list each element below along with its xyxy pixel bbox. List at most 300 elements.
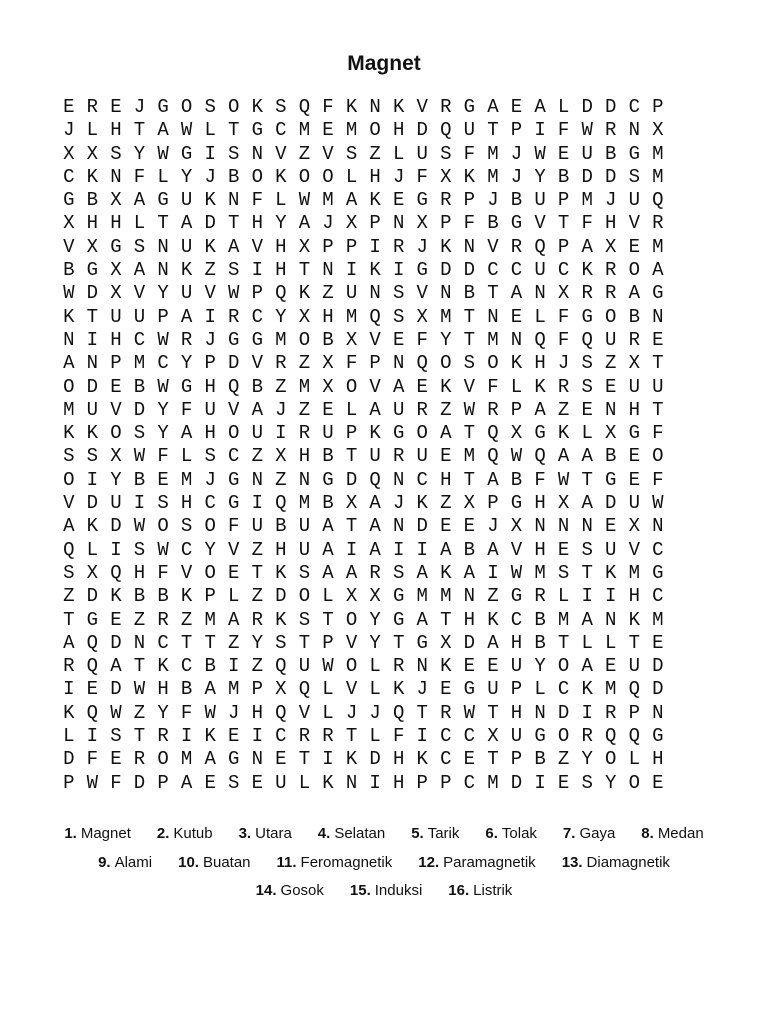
letter-cell[interactable]: J: [392, 492, 405, 515]
letter-cell[interactable]: M: [180, 748, 193, 771]
letter-cell[interactable]: R: [392, 655, 405, 678]
letter-cell[interactable]: E: [605, 515, 617, 538]
letter-cell[interactable]: E: [86, 678, 99, 701]
letter-cell[interactable]: T: [298, 259, 311, 282]
letter-cell[interactable]: J: [275, 398, 287, 421]
letter-cell[interactable]: P: [345, 235, 358, 258]
letter-cell[interactable]: A: [322, 515, 334, 538]
letter-cell[interactable]: V: [345, 631, 358, 654]
letter-cell[interactable]: X: [628, 352, 640, 375]
letter-cell[interactable]: U: [628, 189, 640, 212]
letter-cell[interactable]: S: [463, 352, 476, 375]
letter-cell[interactable]: O: [487, 352, 499, 375]
letter-cell[interactable]: V: [534, 212, 546, 235]
letter-cell[interactable]: E: [605, 375, 617, 398]
letter-cell[interactable]: A: [180, 212, 193, 235]
letter-cell[interactable]: A: [180, 771, 193, 794]
letter-cell[interactable]: H: [628, 398, 640, 421]
letter-cell[interactable]: B: [534, 748, 546, 771]
letter-cell[interactable]: M: [440, 585, 452, 608]
letter-cell[interactable]: V: [628, 538, 640, 561]
letter-cell[interactable]: R: [581, 282, 593, 305]
letter-cell[interactable]: W: [110, 701, 122, 724]
letter-cell[interactable]: S: [581, 375, 593, 398]
letter-cell[interactable]: J: [416, 235, 428, 258]
letter-cell[interactable]: V: [228, 398, 240, 421]
letter-cell[interactable]: W: [157, 375, 169, 398]
letter-cell[interactable]: A: [652, 259, 664, 282]
letter-cell[interactable]: K: [581, 259, 593, 282]
letter-cell[interactable]: X: [110, 445, 122, 468]
letter-cell[interactable]: D: [204, 212, 216, 235]
letter-cell[interactable]: U: [628, 492, 640, 515]
letter-cell[interactable]: K: [440, 375, 452, 398]
letter-cell[interactable]: K: [63, 701, 75, 724]
letter-cell[interactable]: K: [369, 422, 381, 445]
letter-cell[interactable]: P: [322, 631, 334, 654]
letter-cell[interactable]: M: [487, 328, 499, 351]
letter-cell[interactable]: S: [63, 561, 75, 584]
letter-cell[interactable]: T: [133, 119, 146, 142]
letter-cell[interactable]: H: [110, 212, 122, 235]
letter-cell[interactable]: K: [63, 422, 75, 445]
letter-cell[interactable]: X: [345, 492, 358, 515]
letter-cell[interactable]: G: [392, 422, 405, 445]
letter-cell[interactable]: E: [110, 608, 122, 631]
letter-cell[interactable]: P: [440, 771, 452, 794]
letter-cell[interactable]: N: [534, 701, 546, 724]
letter-cell[interactable]: R: [440, 701, 452, 724]
letter-cell[interactable]: R: [392, 445, 405, 468]
letter-cell[interactable]: D: [275, 585, 287, 608]
letter-cell[interactable]: R: [86, 96, 99, 118]
letter-cell[interactable]: T: [322, 608, 334, 631]
letter-cell[interactable]: S: [581, 771, 593, 794]
letter-cell[interactable]: J: [487, 189, 499, 212]
letter-cell[interactable]: F: [133, 165, 146, 188]
letter-cell[interactable]: F: [463, 212, 476, 235]
letter-cell[interactable]: N: [251, 142, 263, 165]
letter-cell[interactable]: B: [322, 445, 334, 468]
letter-cell[interactable]: X: [63, 212, 75, 235]
letter-cell[interactable]: W: [157, 142, 169, 165]
letter-cell[interactable]: G: [628, 422, 640, 445]
letter-cell[interactable]: R: [298, 422, 311, 445]
letter-cell[interactable]: G: [416, 189, 428, 212]
letter-cell[interactable]: E: [440, 515, 452, 538]
letter-cell[interactable]: H: [275, 259, 287, 282]
letter-cell[interactable]: R: [510, 235, 523, 258]
letter-cell[interactable]: N: [392, 515, 405, 538]
letter-cell[interactable]: F: [180, 398, 193, 421]
letter-cell[interactable]: P: [652, 96, 664, 118]
letter-cell[interactable]: R: [180, 328, 193, 351]
letter-cell[interactable]: G: [228, 492, 240, 515]
letter-cell[interactable]: S: [228, 259, 240, 282]
letter-cell[interactable]: X: [86, 235, 99, 258]
letter-cell[interactable]: D: [228, 352, 240, 375]
letter-cell[interactable]: C: [557, 678, 570, 701]
letter-cell[interactable]: H: [628, 585, 640, 608]
letter-cell[interactable]: L: [581, 631, 593, 654]
letter-cell[interactable]: I: [110, 538, 122, 561]
letter-cell[interactable]: E: [251, 771, 263, 794]
letter-cell[interactable]: M: [557, 608, 570, 631]
letter-cell[interactable]: J: [204, 468, 216, 491]
letter-cell[interactable]: V: [228, 538, 240, 561]
letter-cell[interactable]: L: [157, 165, 169, 188]
letter-cell[interactable]: E: [628, 468, 640, 491]
letter-cell[interactable]: G: [157, 189, 169, 212]
letter-cell[interactable]: X: [440, 631, 452, 654]
letter-cell[interactable]: E: [628, 235, 640, 258]
letter-cell[interactable]: I: [534, 771, 546, 794]
letter-cell[interactable]: Q: [534, 328, 546, 351]
letter-cell[interactable]: M: [298, 492, 311, 515]
letter-cell[interactable]: T: [463, 305, 476, 328]
letter-cell[interactable]: F: [157, 445, 169, 468]
letter-cell[interactable]: E: [110, 748, 122, 771]
letter-cell[interactable]: I: [86, 725, 99, 748]
letter-cell[interactable]: O: [416, 422, 428, 445]
letter-cell[interactable]: P: [251, 678, 263, 701]
letter-cell[interactable]: P: [557, 189, 570, 212]
letter-cell[interactable]: Y: [275, 305, 287, 328]
letter-cell[interactable]: V: [63, 235, 75, 258]
letter-cell[interactable]: Q: [416, 352, 428, 375]
letter-cell[interactable]: H: [110, 328, 122, 351]
letter-cell[interactable]: R: [322, 725, 334, 748]
letter-cell[interactable]: S: [228, 142, 240, 165]
letter-cell[interactable]: T: [581, 468, 593, 491]
letter-cell[interactable]: C: [275, 119, 287, 142]
letter-cell[interactable]: K: [322, 771, 334, 794]
letter-cell[interactable]: T: [86, 305, 99, 328]
letter-cell[interactable]: H: [204, 422, 216, 445]
letter-cell[interactable]: M: [228, 678, 240, 701]
letter-cell[interactable]: O: [251, 165, 263, 188]
letter-cell[interactable]: P: [510, 678, 523, 701]
letter-cell[interactable]: G: [322, 468, 334, 491]
letter-cell[interactable]: U: [322, 422, 334, 445]
letter-cell[interactable]: L: [369, 655, 381, 678]
letter-cell[interactable]: S: [392, 561, 405, 584]
letter-cell[interactable]: E: [463, 748, 476, 771]
letter-cell[interactable]: Y: [133, 142, 146, 165]
letter-cell[interactable]: H: [510, 631, 523, 654]
letter-cell[interactable]: O: [345, 608, 358, 631]
letter-cell[interactable]: U: [510, 725, 523, 748]
letter-cell[interactable]: L: [369, 725, 381, 748]
letter-cell[interactable]: R: [534, 585, 546, 608]
letter-cell[interactable]: P: [345, 422, 358, 445]
letter-cell[interactable]: S: [204, 445, 216, 468]
letter-cell[interactable]: T: [298, 748, 311, 771]
letter-cell[interactable]: O: [228, 96, 240, 118]
letter-cell[interactable]: K: [63, 305, 75, 328]
letter-cell[interactable]: G: [86, 259, 99, 282]
letter-cell[interactable]: W: [157, 328, 169, 351]
letter-cell[interactable]: F: [86, 748, 99, 771]
letter-cell[interactable]: V: [369, 328, 381, 351]
letter-cell[interactable]: I: [204, 142, 216, 165]
letter-cell[interactable]: X: [322, 375, 334, 398]
letter-cell[interactable]: B: [605, 142, 617, 165]
letter-cell[interactable]: S: [204, 96, 216, 118]
letter-cell[interactable]: H: [110, 119, 122, 142]
letter-cell[interactable]: V: [628, 212, 640, 235]
letter-cell[interactable]: W: [510, 445, 523, 468]
letter-cell[interactable]: G: [510, 492, 523, 515]
letter-cell[interactable]: Q: [487, 422, 499, 445]
letter-cell[interactable]: A: [204, 678, 216, 701]
letter-cell[interactable]: G: [63, 189, 75, 212]
letter-cell[interactable]: Q: [369, 468, 381, 491]
letter-cell[interactable]: G: [510, 212, 523, 235]
letter-cell[interactable]: Z: [251, 538, 263, 561]
letter-cell[interactable]: O: [110, 422, 122, 445]
letter-cell[interactable]: M: [298, 375, 311, 398]
letter-cell[interactable]: M: [345, 119, 358, 142]
letter-cell[interactable]: G: [534, 725, 546, 748]
letter-cell[interactable]: Y: [157, 282, 169, 305]
letter-cell[interactable]: V: [63, 492, 75, 515]
letter-cell[interactable]: C: [157, 631, 169, 654]
letter-cell[interactable]: A: [369, 515, 381, 538]
letter-cell[interactable]: N: [463, 585, 476, 608]
letter-cell[interactable]: R: [557, 375, 570, 398]
letter-cell[interactable]: V: [369, 375, 381, 398]
letter-cell[interactable]: Z: [180, 608, 193, 631]
letter-cell[interactable]: G: [463, 96, 476, 118]
letter-cell[interactable]: R: [605, 259, 617, 282]
letter-cell[interactable]: G: [180, 375, 193, 398]
letter-cell[interactable]: E: [228, 561, 240, 584]
letter-cell[interactable]: A: [369, 492, 381, 515]
letter-cell[interactable]: O: [345, 655, 358, 678]
letter-cell[interactable]: H: [204, 375, 216, 398]
letter-cell[interactable]: N: [557, 515, 570, 538]
letter-cell[interactable]: L: [534, 305, 546, 328]
letter-cell[interactable]: E: [487, 655, 499, 678]
letter-cell[interactable]: J: [416, 678, 428, 701]
letter-cell[interactable]: Z: [275, 468, 287, 491]
letter-cell[interactable]: F: [557, 305, 570, 328]
letter-cell[interactable]: Q: [628, 678, 640, 701]
letter-cell[interactable]: O: [605, 305, 617, 328]
letter-cell[interactable]: G: [157, 96, 169, 118]
letter-cell[interactable]: B: [204, 655, 216, 678]
letter-cell[interactable]: P: [440, 212, 452, 235]
letter-cell[interactable]: Z: [63, 585, 75, 608]
letter-cell[interactable]: W: [298, 189, 311, 212]
letter-cell[interactable]: E: [557, 142, 570, 165]
letter-cell[interactable]: Q: [534, 235, 546, 258]
letter-cell[interactable]: S: [581, 352, 593, 375]
letter-cell[interactable]: E: [392, 189, 405, 212]
letter-cell[interactable]: Q: [534, 445, 546, 468]
letter-cell[interactable]: F: [251, 189, 263, 212]
letter-cell[interactable]: T: [487, 282, 499, 305]
letter-cell[interactable]: O: [157, 748, 169, 771]
letter-cell[interactable]: C: [510, 259, 523, 282]
letter-cell[interactable]: W: [133, 445, 146, 468]
letter-cell[interactable]: Y: [581, 748, 593, 771]
letter-cell[interactable]: R: [275, 352, 287, 375]
letter-cell[interactable]: X: [86, 142, 99, 165]
letter-cell[interactable]: X: [416, 212, 428, 235]
letter-cell[interactable]: B: [510, 189, 523, 212]
letter-cell[interactable]: T: [652, 352, 664, 375]
letter-cell[interactable]: I: [487, 561, 499, 584]
letter-cell[interactable]: L: [86, 538, 99, 561]
letter-cell[interactable]: L: [510, 375, 523, 398]
letter-cell[interactable]: C: [133, 328, 146, 351]
letter-cell[interactable]: A: [581, 655, 593, 678]
letter-cell[interactable]: C: [463, 771, 476, 794]
letter-cell[interactable]: H: [392, 119, 405, 142]
letter-cell[interactable]: O: [228, 422, 240, 445]
letter-cell[interactable]: A: [180, 422, 193, 445]
letter-cell[interactable]: K: [86, 165, 99, 188]
letter-cell[interactable]: K: [440, 235, 452, 258]
letter-cell[interactable]: A: [440, 422, 452, 445]
letter-cell[interactable]: Q: [605, 725, 617, 748]
letter-cell[interactable]: L: [392, 142, 405, 165]
letter-cell[interactable]: V: [416, 282, 428, 305]
letter-cell[interactable]: H: [133, 561, 146, 584]
letter-cell[interactable]: P: [510, 748, 523, 771]
letter-cell[interactable]: P: [322, 235, 334, 258]
letter-cell[interactable]: S: [110, 142, 122, 165]
letter-cell[interactable]: A: [628, 282, 640, 305]
letter-cell[interactable]: D: [110, 515, 122, 538]
letter-cell[interactable]: H: [463, 608, 476, 631]
letter-cell[interactable]: U: [345, 282, 358, 305]
letter-cell[interactable]: G: [86, 608, 99, 631]
letter-cell[interactable]: K: [557, 422, 570, 445]
letter-cell[interactable]: V: [345, 678, 358, 701]
letter-cell[interactable]: M: [180, 468, 193, 491]
letter-cell[interactable]: X: [298, 305, 311, 328]
letter-cell[interactable]: B: [557, 165, 570, 188]
letter-cell[interactable]: G: [228, 328, 240, 351]
letter-cell[interactable]: R: [605, 282, 617, 305]
letter-cell[interactable]: L: [345, 165, 358, 188]
letter-cell[interactable]: Z: [133, 608, 146, 631]
letter-cell[interactable]: F: [652, 422, 664, 445]
letter-cell[interactable]: V: [110, 398, 122, 421]
letter-cell[interactable]: W: [133, 678, 146, 701]
letter-cell[interactable]: E: [557, 538, 570, 561]
letter-cell[interactable]: A: [487, 468, 499, 491]
letter-cell[interactable]: Q: [228, 375, 240, 398]
letter-cell[interactable]: U: [628, 375, 640, 398]
letter-cell[interactable]: E: [652, 771, 664, 794]
letter-cell[interactable]: D: [463, 259, 476, 282]
letter-cell[interactable]: L: [605, 631, 617, 654]
letter-cell[interactable]: P: [557, 235, 570, 258]
letter-cell[interactable]: P: [157, 305, 169, 328]
letter-cell[interactable]: A: [440, 538, 452, 561]
letter-cell[interactable]: X: [628, 515, 640, 538]
letter-cell[interactable]: B: [487, 212, 499, 235]
letter-cell[interactable]: E: [416, 375, 428, 398]
letter-cell[interactable]: K: [157, 655, 169, 678]
letter-cell[interactable]: E: [463, 515, 476, 538]
letter-cell[interactable]: Y: [204, 538, 216, 561]
letter-cell[interactable]: K: [275, 608, 287, 631]
letter-cell[interactable]: F: [110, 771, 122, 794]
letter-cell[interactable]: A: [345, 189, 358, 212]
letter-cell[interactable]: E: [440, 678, 452, 701]
letter-cell[interactable]: N: [534, 515, 546, 538]
letter-cell[interactable]: X: [510, 515, 523, 538]
letter-cell[interactable]: I: [416, 725, 428, 748]
letter-cell[interactable]: W: [322, 655, 334, 678]
letter-cell[interactable]: N: [652, 305, 664, 328]
letter-cell[interactable]: D: [557, 701, 570, 724]
letter-cell[interactable]: F: [228, 515, 240, 538]
letter-cell[interactable]: Q: [275, 282, 287, 305]
letter-cell[interactable]: A: [487, 538, 499, 561]
letter-cell[interactable]: B: [463, 282, 476, 305]
letter-cell[interactable]: E: [510, 96, 523, 118]
letter-cell[interactable]: M: [652, 235, 664, 258]
letter-cell[interactable]: P: [369, 212, 381, 235]
letter-cell[interactable]: E: [228, 725, 240, 748]
letter-cell[interactable]: S: [298, 608, 311, 631]
letter-cell[interactable]: I: [86, 328, 99, 351]
letter-cell[interactable]: A: [322, 561, 334, 584]
letter-cell[interactable]: N: [487, 305, 499, 328]
letter-cell[interactable]: D: [581, 96, 593, 118]
letter-cell[interactable]: R: [133, 748, 146, 771]
letter-cell[interactable]: L: [322, 585, 334, 608]
letter-cell[interactable]: Q: [86, 701, 99, 724]
letter-cell[interactable]: H: [534, 538, 546, 561]
letter-cell[interactable]: K: [204, 189, 216, 212]
letter-cell[interactable]: X: [605, 235, 617, 258]
letter-cell[interactable]: K: [416, 748, 428, 771]
letter-cell[interactable]: D: [510, 771, 523, 794]
letter-cell[interactable]: Q: [652, 189, 664, 212]
letter-cell[interactable]: S: [557, 561, 570, 584]
letter-cell[interactable]: Z: [251, 445, 263, 468]
letter-cell[interactable]: K: [581, 678, 593, 701]
letter-cell[interactable]: S: [440, 142, 452, 165]
letter-cell[interactable]: A: [345, 561, 358, 584]
letter-cell[interactable]: K: [180, 259, 193, 282]
letter-cell[interactable]: G: [534, 422, 546, 445]
letter-cell[interactable]: C: [251, 305, 263, 328]
letter-cell[interactable]: C: [628, 96, 640, 118]
letter-cell[interactable]: M: [63, 398, 75, 421]
letter-cell[interactable]: R: [228, 305, 240, 328]
letter-cell[interactable]: D: [86, 375, 99, 398]
letter-cell[interactable]: S: [110, 725, 122, 748]
letter-cell[interactable]: M: [133, 352, 146, 375]
letter-cell[interactable]: V: [133, 282, 146, 305]
letter-cell[interactable]: G: [416, 631, 428, 654]
letter-cell[interactable]: O: [652, 445, 664, 468]
letter-cell[interactable]: B: [322, 492, 334, 515]
letter-cell[interactable]: R: [298, 725, 311, 748]
letter-cell[interactable]: M: [322, 189, 334, 212]
letter-cell[interactable]: B: [180, 678, 193, 701]
letter-cell[interactable]: F: [581, 212, 593, 235]
letter-cell[interactable]: U: [392, 398, 405, 421]
